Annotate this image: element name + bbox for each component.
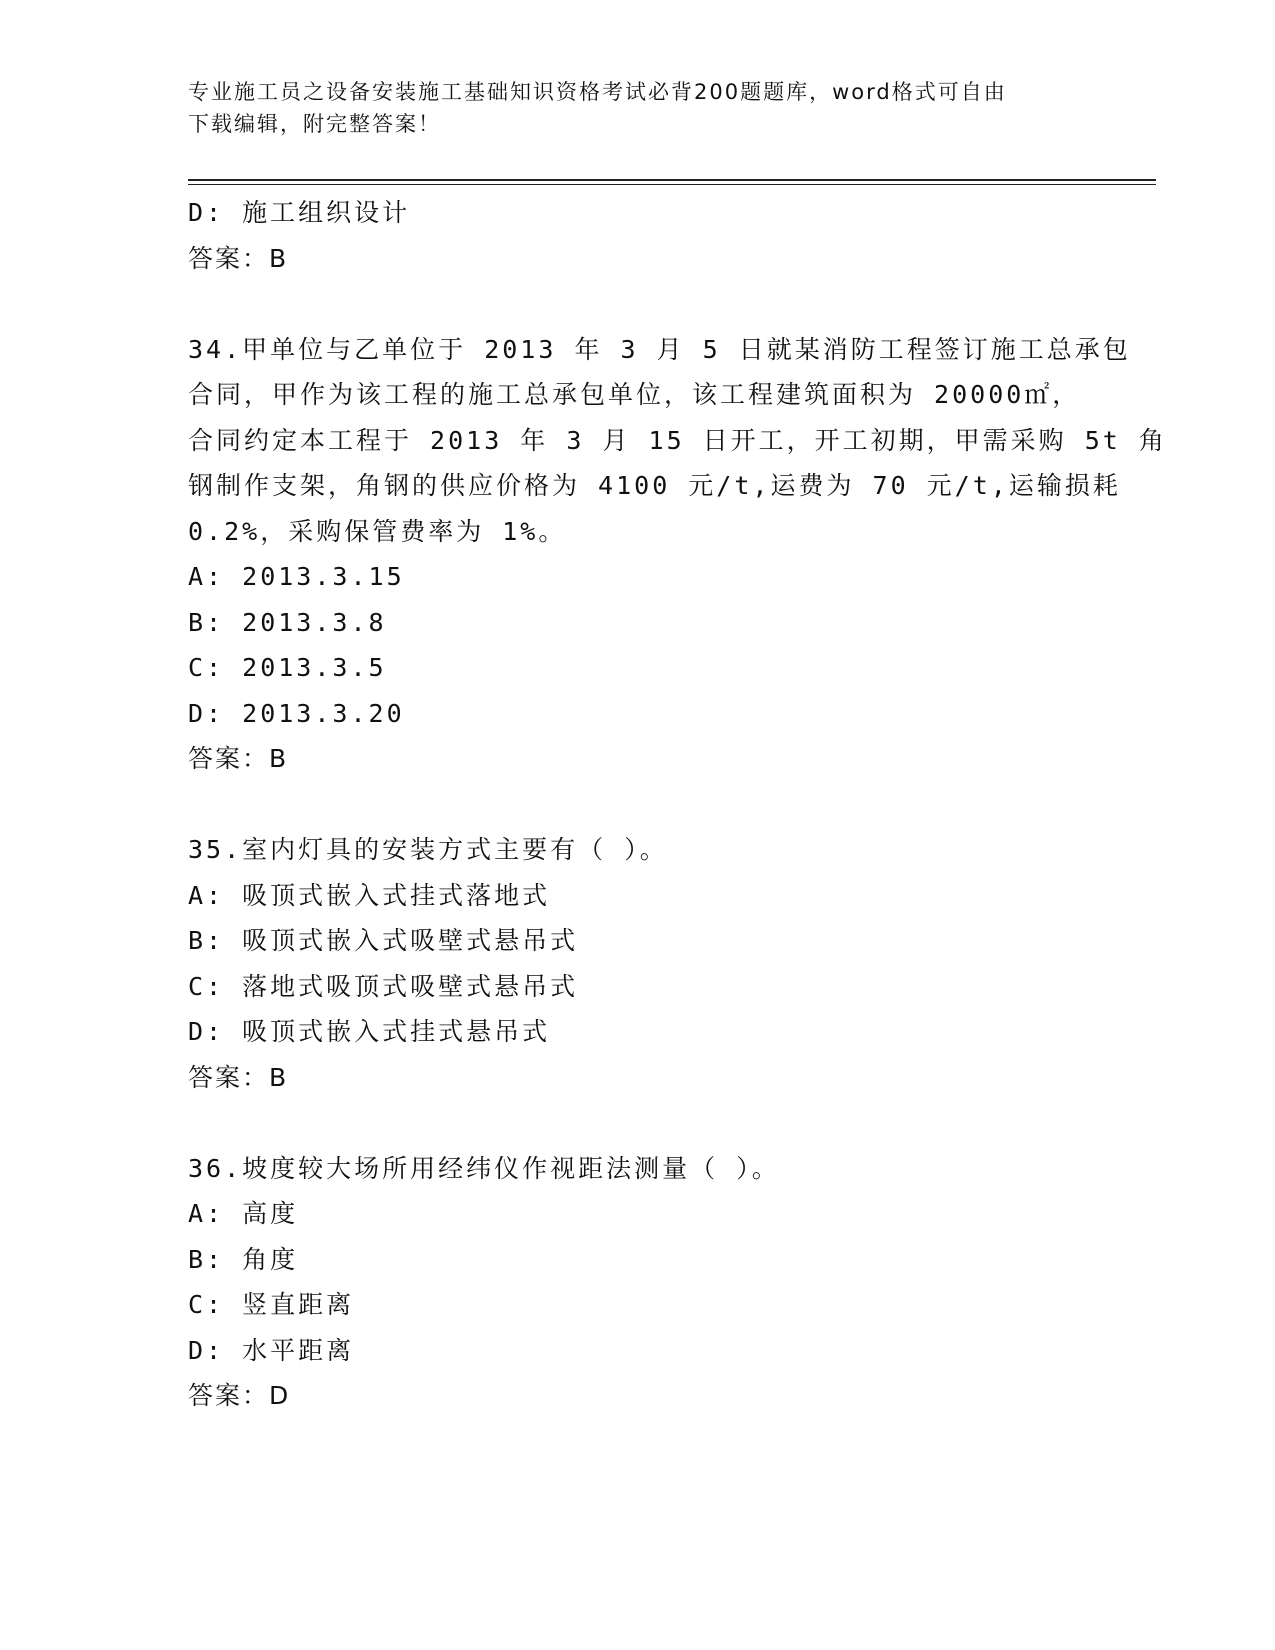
header-divider-thin xyxy=(188,184,1156,185)
option-c: C: 竖直距离 xyxy=(188,1290,355,1319)
spacer xyxy=(188,782,1088,828)
spacer xyxy=(188,1100,1088,1146)
option-b: B: 吸顶式嵌入式吸壁式悬吊式 xyxy=(188,926,579,955)
document-header xyxy=(188,76,1068,140)
header-line-1: 专业施工员之设备安装施工基础知识资格考试必背200题题库，word格式可自由 xyxy=(188,80,1007,104)
option-b: B: 角度 xyxy=(188,1244,299,1274)
option-a: A: 2013.3.15 xyxy=(188,562,405,591)
question-34 xyxy=(188,327,1167,782)
question-stem-line: 0.2%，采购保管费率为 1%。 xyxy=(188,516,567,546)
option-c: C: 落地式吸顶式吸壁式悬吊式 xyxy=(188,971,579,1001)
option-c: C: 2013.3.5 xyxy=(188,653,387,682)
question-stem-line: 钢制作支架，角钢的供应价格为 4100 元/t,运费为 70 元/t,运输损耗 xyxy=(188,471,1121,500)
option-a: A: 高度 xyxy=(188,1199,299,1228)
header-line-2: 下载编辑，附完整答案！ xyxy=(188,112,441,136)
question-stem-line: 34.甲单位与乙单位于 2013 年 3 月 5 日就某消防工程签订施工总承包 xyxy=(188,334,1131,364)
previous-question-tail xyxy=(188,190,1088,281)
option-d: D: 吸顶式嵌入式挂式悬吊式 xyxy=(188,1017,551,1046)
option-d: D: 2013.3.20 xyxy=(188,698,405,728)
question-stem-line: 35.室内灯具的安装方式主要有（ ）。 xyxy=(188,835,668,864)
option-d: D: 水平距离 xyxy=(188,1335,355,1365)
option-b: B: 2013.3.8 xyxy=(188,607,387,637)
option-d: D: 施工组织设计 xyxy=(188,198,411,227)
spacer xyxy=(188,281,1088,327)
answer: 答案：D xyxy=(188,1381,291,1410)
header-divider xyxy=(188,179,1156,181)
answer: 答案：B xyxy=(188,1062,289,1092)
answer: 答案：B xyxy=(188,243,289,273)
document-body xyxy=(188,190,1167,1419)
question-35 xyxy=(188,827,1088,1100)
option-a: A: 吸顶式嵌入式挂式落地式 xyxy=(188,880,551,910)
answer: 答案：B xyxy=(188,744,289,773)
question-36 xyxy=(188,1146,1088,1419)
question-stem-line: 合同约定本工程于 2013 年 3 月 15 日开工，开工初期，甲需采购 5t 角 xyxy=(188,425,1167,455)
question-stem-line: 合同，甲作为该工程的施工总承包单位，该工程建筑面积为 20000㎡， xyxy=(188,380,1081,409)
question-stem-line: 36.坡度较大场所用经纬仪作视距法测量（ ）。 xyxy=(188,1153,780,1183)
